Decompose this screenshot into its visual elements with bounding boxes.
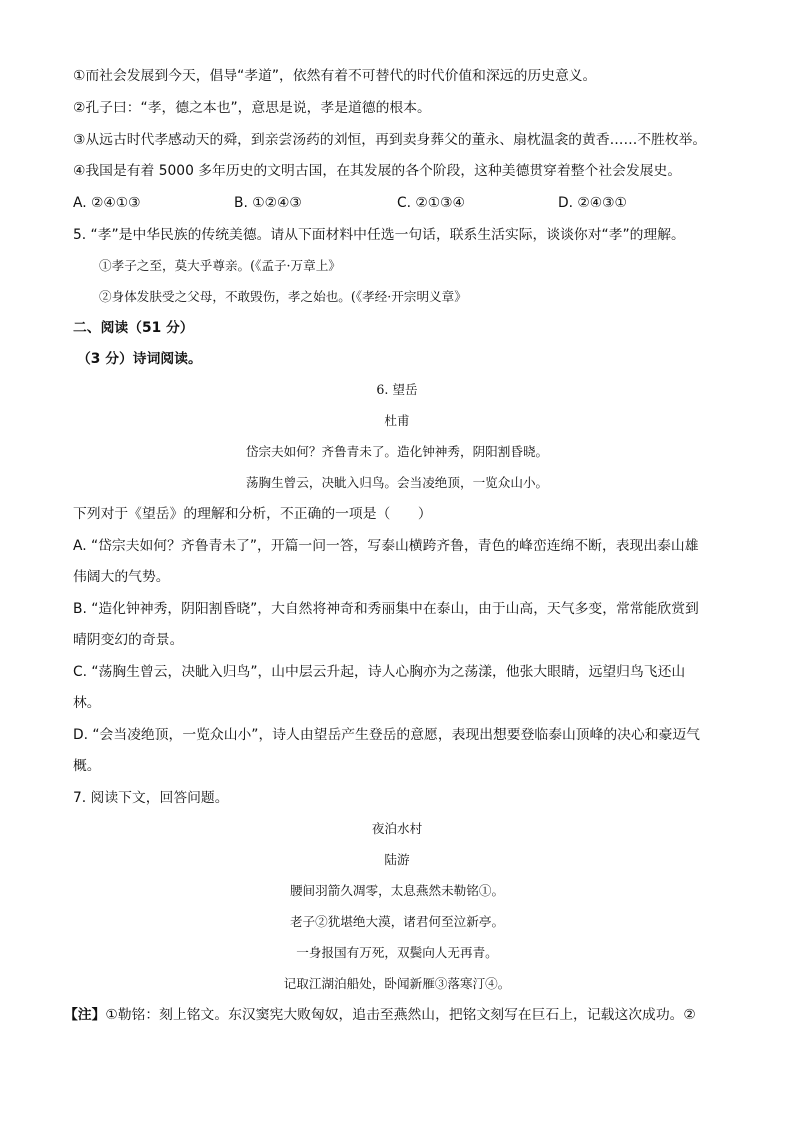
q7-poem-line-2: 老子②犹堪绝大漠，诸君何至泣新亭。 <box>289 914 505 929</box>
q6-poem-author: 杜甫 <box>384 413 410 428</box>
q6-poem-line-1: 岱宗夫如何？齐鲁青未了。造化钟神秀，阴阳割昏晓。 <box>245 444 549 459</box>
q6-poem-line-2: 荡胸生曾云，决眦入归鸟。会当凌绝顶，一览众山小。 <box>245 475 549 490</box>
q7-stem: 7. 阅读下文，回答问题。 <box>73 790 229 806</box>
q6-option-d-line-2: 概。 <box>73 758 101 774</box>
q6-option-a-line-2: 伟阔大的气势。 <box>73 569 170 585</box>
q4-option-d: D. ②④③① <box>558 195 627 211</box>
q4-option-c: C. ②①③④ <box>397 195 465 211</box>
q4-item-2: ②孔子曰：“孝，德之本也”，意思是说，孝是道德的根本。 <box>73 100 431 116</box>
q5-quote-2: ②身体发肤受之父母，不敢毁伤，孝之始也。(《孝经·开宗明义章》 <box>99 289 467 304</box>
q4-item-4: ④我国是有着 5000 多年历史的文明古国，在其发展的各个阶段，这种美德贯穿着整个社会发展史。 <box>73 163 682 179</box>
q6-option-c-line-2: 林。 <box>73 695 101 711</box>
note-label: 【注】 <box>64 1007 106 1023</box>
q7-poem-author: 陆游 <box>384 852 410 867</box>
q4-item-3: ③从远古时代孝感动天的舜，到亲尝汤药的刘恒，再到卖身葬父的董永、扇枕温衾的黄香……不胜枚举。 <box>73 132 707 148</box>
q7-poem-title: 夜泊水村 <box>371 821 423 836</box>
q6-option-b-line-2: 晴阴变幻的奇景。 <box>73 632 184 648</box>
q4-option-b: B. ①②④③ <box>234 195 302 211</box>
q5-quote-1: ①孝子之至，莫大乎尊亲。(《孟子·万章上》 <box>99 258 341 273</box>
q7-poem-line-1: 腰间羽箭久凋零，太息燕然未勒铭①。 <box>289 883 505 898</box>
q7-note <box>64 1005 696 1025</box>
note-text: ①勒铭：刻上铭文。东汉窦宪大败匈奴，追击至燕然山，把铭文刻写在巨石上，记载这次成功。② <box>105 1007 696 1023</box>
q4-option-a: A. ②④①③ <box>73 195 141 211</box>
q6-poem-title: 6. 望岳 <box>376 382 418 397</box>
q4-item-1: ①而社会发展到今天，倡导“孝道”，依然有着不可替代的时代价值和深远的历史意义。 <box>73 68 597 84</box>
q7-poem-line-3: 一身报国有万死，双鬓向人无再青。 <box>296 945 498 960</box>
q6-option-a-line-1: A. “岱宗夫如何？齐鲁青未了”，开篇一问一答，写泰山横跨齐鲁，青色的峰峦连绵不断，表现出泰山雄 <box>73 538 699 554</box>
q6-stem: 下列对于《望岳》的理解和分析，不正确的一项是（ ） <box>73 506 432 522</box>
q6-option-b-line-1: B. “造化钟神秀，阴阳割昏晓”，大自然将神奇和秀丽集中在泰山，由于山高，天气多变，常常能欣赏到 <box>73 601 699 617</box>
q6-option-c-line-1: C. “荡胸生曾云，决眦入归鸟”，山中层云升起，诗人心胸亦为之荡漾，他张大眼睛，远望归鸟飞还山 <box>73 664 686 680</box>
q7-poem-line-4: 记取江湖泊船处，卧闻新雁③落寒汀④。 <box>283 976 511 991</box>
q5-stem: 5. “孝”是中华民族的传统美德。请从下面材料中任选一句话，联系生活实际，谈谈你对“孝”的理解。 <box>73 227 685 243</box>
q6-option-d-line-1: D. “会当凌绝顶，一览众山小”，诗人由望岳产生登岳的意愿，表现出想要登临泰山顶峰的决心和豪迈气 <box>73 727 700 743</box>
section-title: 二、阅读（51 分） <box>73 320 194 336</box>
section-subtitle: （3 分）诗词阅读。 <box>77 351 202 367</box>
